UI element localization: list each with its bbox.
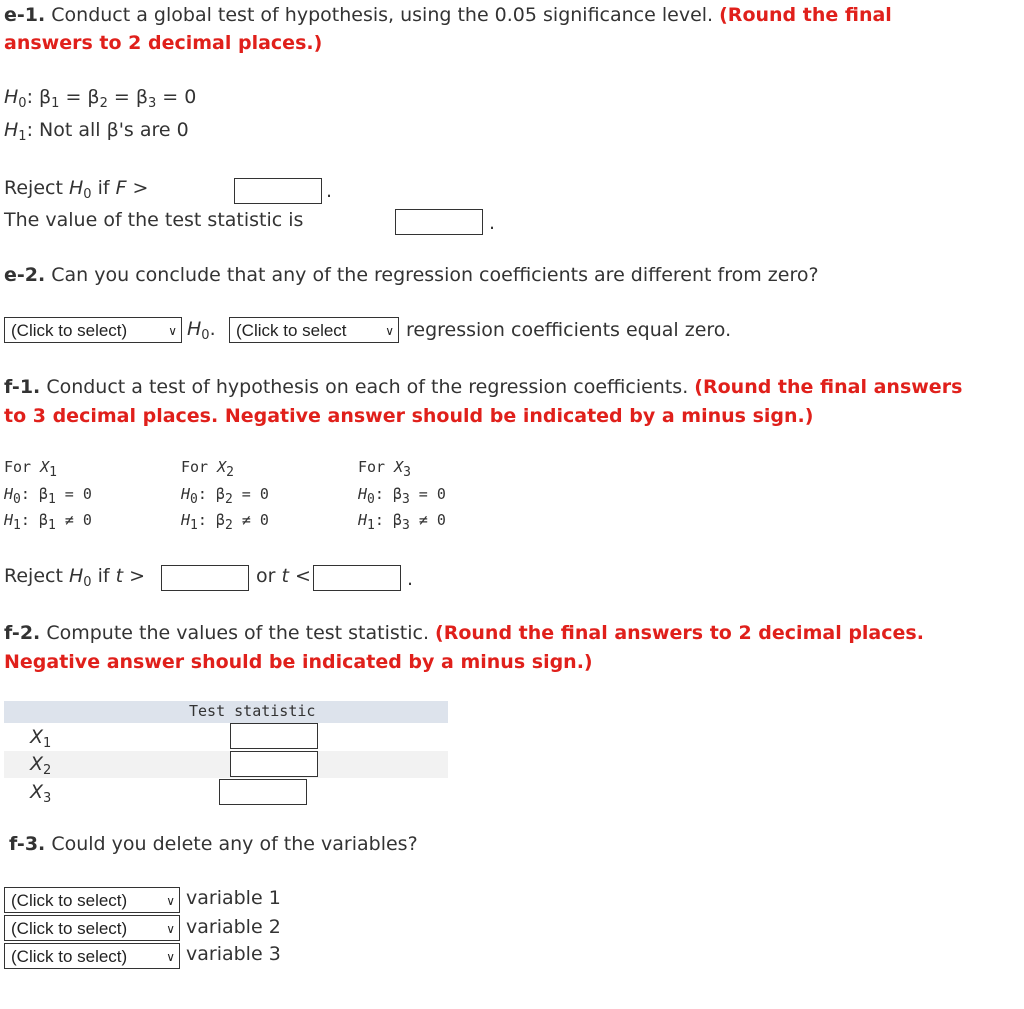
f1-col-x2-heading: For $X_2$: [181, 458, 234, 480]
f2-row-x2-label: $X_2$: [30, 753, 52, 778]
f1-or-label: or t <: [256, 565, 311, 587]
f1-reject-rule: Reject $H_0$ if t >: [4, 565, 145, 590]
e2-decision-select[interactable]: (Click to select) ∨: [4, 317, 182, 343]
f2-row-x1-label: $X_1$: [30, 726, 52, 751]
f2-table-header-label: Test statistic: [189, 702, 316, 720]
e1-question: e-1. Conduct a global test of hypothesis, using the 0.05 significance level. (Round the final: [4, 4, 892, 26]
e1-teststat-label: The value of the test statistic is: [4, 209, 304, 231]
f1-col-x3-heading: For $X_3$: [358, 458, 411, 480]
f2-row-x1-input[interactable]: [230, 723, 318, 749]
chevron-down-icon: ∨: [166, 894, 175, 908]
f2-row-x3-input[interactable]: [219, 779, 307, 805]
e2-tail-text: regression coefficients equal zero.: [406, 319, 732, 341]
f1-col-x2-null: $H_0$: $\beta_2 = 0$: [181, 485, 269, 507]
f2-row-x3-label: $X_3$: [30, 781, 52, 806]
e1-alt-hypothesis: $H_1$: Not all β's are 0: [4, 119, 189, 144]
f3-variable2-label: variable 2: [186, 916, 281, 938]
f2-row-x2-input[interactable]: [230, 751, 318, 777]
f1-question: f-1. Conduct a test of hypothesis on each of the regression coefficients. (Round the final answers: [4, 376, 963, 398]
f1-col-x1-heading: For $X_1$: [4, 458, 57, 480]
e1-reject-rule: Reject $H_0$ if F >: [4, 177, 149, 202]
f1-upper-critical-input[interactable]: [161, 565, 249, 591]
f1-col-x1-alt: $H_1$: $\beta_1 \ne 0$: [4, 511, 92, 533]
e1-period: .: [326, 180, 333, 202]
chevron-down-icon: ∨: [166, 950, 175, 964]
f3-variable3-select[interactable]: (Click to select) ∨: [4, 943, 180, 969]
f1-note: to 3 decimal places. Negative answer should be indicated by a minus sign.): [4, 405, 814, 427]
f1-lower-critical-input[interactable]: [313, 565, 401, 591]
f3-variable1-select[interactable]: (Click to select) ∨: [4, 887, 180, 913]
e1-teststat-input[interactable]: [395, 209, 483, 235]
f1-col-x3-null: $H_0$: $\beta_3 = 0$: [358, 485, 446, 507]
e1-note: answers to 2 decimal places.): [4, 32, 323, 54]
f3-question: f-3. Could you delete any of the variables?: [9, 833, 418, 855]
chevron-down-icon: ∨: [168, 324, 177, 338]
f3-variable2-select[interactable]: (Click to select) ∨: [4, 915, 180, 941]
f2-question: f-2. Compute the values of the test statistic. (Round the final answers to 2 decimal places.: [4, 622, 924, 644]
f3-variable1-label: variable 1: [186, 887, 281, 909]
f1-col-x2-alt: $H_1$: $\beta_2 \ne 0$: [181, 511, 269, 533]
e1-null-hypothesis: $H_0$: $\beta_1 = \beta_2 = \beta_3 = 0$: [4, 86, 197, 111]
e2-coefficient-select[interactable]: (Click to select ∨: [229, 317, 399, 343]
e2-h0-label: $H_0$.: [187, 318, 216, 343]
f3-variable3-label: variable 3: [186, 943, 281, 965]
f2-table-row-stripe: [4, 751, 448, 778]
chevron-down-icon: ∨: [385, 324, 394, 338]
f1-period: .: [407, 568, 414, 590]
chevron-down-icon: ∨: [166, 922, 175, 936]
e2-question: e-2. Can you conclude that any of the regression coefficients are different from zero?: [4, 264, 819, 286]
e1-period-2: .: [489, 212, 496, 234]
e1-critical-f-input[interactable]: [234, 178, 322, 204]
f2-note: Negative answer should be indicated by a minus sign.): [4, 651, 593, 673]
f1-col-x1-null: $H_0$: $\beta_1 = 0$: [4, 485, 92, 507]
f1-col-x3-alt: $H_1$: $\beta_3 \ne 0$: [358, 511, 446, 533]
